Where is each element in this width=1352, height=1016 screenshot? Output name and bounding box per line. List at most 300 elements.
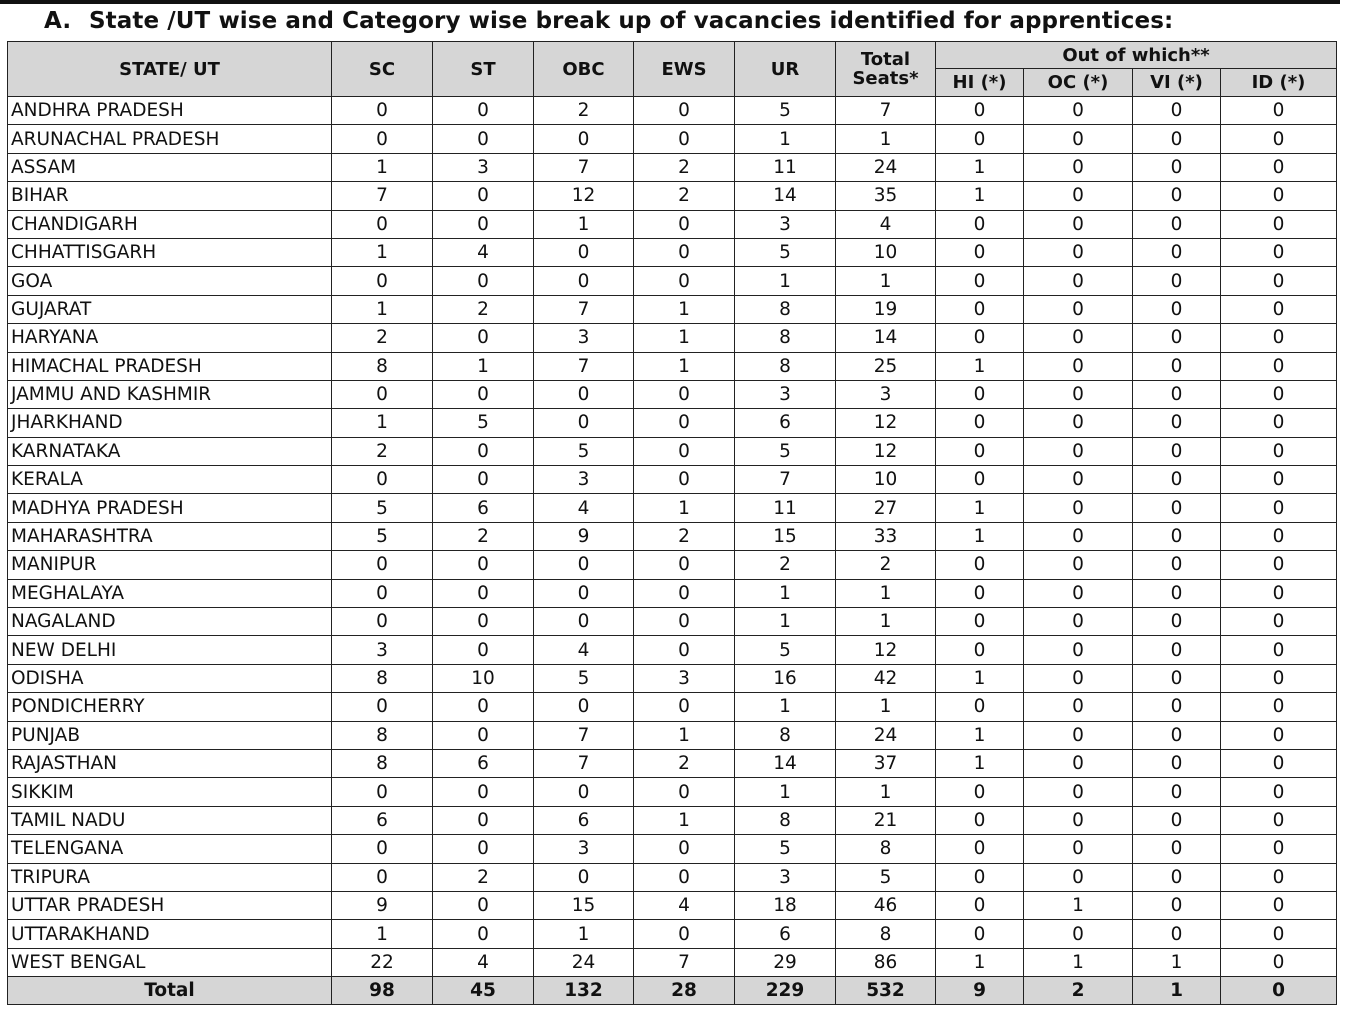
cell-total-seats: 3 (836, 380, 936, 408)
cell-oc: 0 (1024, 721, 1133, 749)
cell-ur: 1 (735, 125, 836, 153)
cell-sc: 8 (332, 749, 433, 777)
cell-st: 0 (433, 466, 534, 494)
cell-sc: 0 (332, 125, 433, 153)
cell-id: 0 (1221, 295, 1337, 323)
cell-oc: 0 (1024, 693, 1133, 721)
cell-st: 6 (433, 494, 534, 522)
cell-sc: 8 (332, 664, 433, 692)
cell-vi: 0 (1133, 721, 1221, 749)
cell-total-seats: 5 (836, 863, 936, 891)
cell-obc: 9 (534, 522, 634, 550)
table-body (8, 97, 1337, 977)
cell-sc: 1 (332, 920, 433, 948)
cell-sc: 1 (332, 238, 433, 266)
cell-ur: 8 (735, 324, 836, 352)
cell-ews: 3 (634, 664, 735, 692)
table-row (8, 437, 1337, 465)
cell-oc: 0 (1024, 409, 1133, 437)
cell-hi: 0 (936, 551, 1024, 579)
cell-state: KERALA (8, 466, 332, 494)
cell-ur: 3 (735, 210, 836, 238)
cell-oc: 0 (1024, 182, 1133, 210)
cell-state: NEW DELHI (8, 636, 332, 664)
cell-oc: 0 (1024, 806, 1133, 834)
cell-id: 0 (1221, 324, 1337, 352)
section-title: State /UT wise and Category wise break up of vacancies identified for apprentices: (89, 8, 1174, 34)
cell-oc: 0 (1024, 466, 1133, 494)
cell-obc: 7 (534, 352, 634, 380)
cell-st: 4 (433, 948, 534, 976)
cell-id: 0 (1221, 608, 1337, 636)
table-header (8, 42, 1337, 97)
cell-st: 0 (433, 125, 534, 153)
cell-ews: 0 (634, 835, 735, 863)
table-row (8, 97, 1337, 125)
cell-sc: 7 (332, 182, 433, 210)
cell-ur: 1 (735, 693, 836, 721)
cell-sc: 2 (332, 324, 433, 352)
cell-ews: 2 (634, 749, 735, 777)
cell-id: 0 (1221, 806, 1337, 834)
cell-ews: 1 (634, 721, 735, 749)
table-row (8, 891, 1337, 919)
cell-sc: 0 (332, 551, 433, 579)
cell-ur: 5 (735, 97, 836, 125)
total-total-seats: 532 (836, 977, 936, 1005)
cell-obc: 0 (534, 409, 634, 437)
cell-st: 0 (433, 437, 534, 465)
cell-obc: 7 (534, 153, 634, 181)
header-ews: EWS (634, 42, 735, 97)
cell-vi: 0 (1133, 409, 1221, 437)
cell-obc: 1 (534, 920, 634, 948)
cell-vi: 0 (1133, 608, 1221, 636)
cell-total-seats: 25 (836, 352, 936, 380)
cell-oc: 0 (1024, 579, 1133, 607)
cell-hi: 0 (936, 437, 1024, 465)
table-row (8, 920, 1337, 948)
cell-st: 0 (433, 267, 534, 295)
cell-state: MADHYA PRADESH (8, 494, 332, 522)
cell-total-seats: 33 (836, 522, 936, 550)
cell-hi: 0 (936, 210, 1024, 238)
cell-id: 0 (1221, 238, 1337, 266)
cell-vi: 0 (1133, 352, 1221, 380)
cell-state: SIKKIM (8, 778, 332, 806)
cell-state: JAMMU AND KASHMIR (8, 380, 332, 408)
cell-sc: 3 (332, 636, 433, 664)
cell-ur: 29 (735, 948, 836, 976)
cell-obc: 24 (534, 948, 634, 976)
cell-ur: 5 (735, 636, 836, 664)
table-row (8, 153, 1337, 181)
cell-vi: 0 (1133, 437, 1221, 465)
cell-state: BIHAR (8, 182, 332, 210)
cell-ur: 14 (735, 182, 836, 210)
cell-hi: 0 (936, 835, 1024, 863)
cell-obc: 4 (534, 494, 634, 522)
cell-hi: 1 (936, 948, 1024, 976)
cell-id: 0 (1221, 948, 1337, 976)
cell-ur: 2 (735, 551, 836, 579)
cell-st: 2 (433, 863, 534, 891)
cell-ur: 1 (735, 267, 836, 295)
cell-oc: 0 (1024, 636, 1133, 664)
cell-sc: 0 (332, 835, 433, 863)
cell-vi: 0 (1133, 664, 1221, 692)
cell-state: NAGALAND (8, 608, 332, 636)
cell-obc: 4 (534, 636, 634, 664)
table-footer (8, 977, 1337, 1005)
cell-sc: 5 (332, 494, 433, 522)
cell-ews: 0 (634, 636, 735, 664)
cell-obc: 0 (534, 579, 634, 607)
cell-total-seats: 46 (836, 891, 936, 919)
cell-hi: 0 (936, 636, 1024, 664)
cell-state: ANDHRA PRADESH (8, 97, 332, 125)
cell-sc: 0 (332, 466, 433, 494)
cell-ur: 11 (735, 494, 836, 522)
cell-id: 0 (1221, 125, 1337, 153)
section-number: A. (44, 8, 72, 34)
header-ur: UR (735, 42, 836, 97)
cell-vi: 0 (1133, 835, 1221, 863)
cell-state: WEST BENGAL (8, 948, 332, 976)
cell-state: TRIPURA (8, 863, 332, 891)
cell-oc: 0 (1024, 551, 1133, 579)
cell-oc: 0 (1024, 352, 1133, 380)
cell-st: 0 (433, 324, 534, 352)
cell-total-seats: 42 (836, 664, 936, 692)
cell-ur: 1 (735, 579, 836, 607)
cell-ews: 2 (634, 522, 735, 550)
cell-hi: 0 (936, 778, 1024, 806)
cell-oc: 0 (1024, 380, 1133, 408)
cell-ur: 8 (735, 352, 836, 380)
cell-id: 0 (1221, 579, 1337, 607)
cell-total-seats: 8 (836, 835, 936, 863)
cell-obc: 5 (534, 664, 634, 692)
cell-id: 0 (1221, 778, 1337, 806)
cell-state: TELENGANA (8, 835, 332, 863)
cell-state: ARUNACHAL PRADESH (8, 125, 332, 153)
cell-hi: 0 (936, 324, 1024, 352)
cell-obc: 0 (534, 863, 634, 891)
cell-ur: 18 (735, 891, 836, 919)
cell-vi: 0 (1133, 636, 1221, 664)
cell-ews: 0 (634, 551, 735, 579)
cell-oc: 0 (1024, 749, 1133, 777)
header-state: STATE/ UT (8, 42, 332, 97)
cell-hi: 1 (936, 182, 1024, 210)
table-row (8, 551, 1337, 579)
cell-total-seats: 2 (836, 551, 936, 579)
cell-state: MANIPUR (8, 551, 332, 579)
cell-total-seats: 12 (836, 437, 936, 465)
cell-obc: 0 (534, 125, 634, 153)
cell-state: MAHARASHTRA (8, 522, 332, 550)
table-row (8, 267, 1337, 295)
table-row (8, 324, 1337, 352)
cell-ews: 0 (634, 863, 735, 891)
cell-ur: 1 (735, 608, 836, 636)
cell-oc: 1 (1024, 891, 1133, 919)
cell-ur: 8 (735, 806, 836, 834)
cell-obc: 7 (534, 295, 634, 323)
cell-oc: 0 (1024, 835, 1133, 863)
cell-ews: 0 (634, 693, 735, 721)
cell-oc: 0 (1024, 920, 1133, 948)
cell-sc: 1 (332, 153, 433, 181)
cell-st: 0 (433, 551, 534, 579)
cell-ur: 8 (735, 295, 836, 323)
cell-sc: 9 (332, 891, 433, 919)
cell-vi: 0 (1133, 210, 1221, 238)
cell-hi: 0 (936, 295, 1024, 323)
header-oc: OC (*) (1024, 69, 1133, 97)
cell-ur: 16 (735, 664, 836, 692)
cell-id: 0 (1221, 409, 1337, 437)
cell-hi: 1 (936, 352, 1024, 380)
table-row (8, 466, 1337, 494)
cell-obc: 3 (534, 835, 634, 863)
cell-id: 0 (1221, 153, 1337, 181)
table-row (8, 238, 1337, 266)
cell-obc: 5 (534, 437, 634, 465)
cell-vi: 1 (1133, 948, 1221, 976)
cell-hi: 1 (936, 153, 1024, 181)
table-row (8, 210, 1337, 238)
cell-sc: 22 (332, 948, 433, 976)
cell-hi: 0 (936, 863, 1024, 891)
cell-st: 1 (433, 352, 534, 380)
table-row (8, 948, 1337, 976)
cell-obc: 6 (534, 806, 634, 834)
cell-obc: 2 (534, 97, 634, 125)
cell-hi: 0 (936, 920, 1024, 948)
cell-oc: 0 (1024, 295, 1133, 323)
cell-sc: 8 (332, 352, 433, 380)
table-row (8, 522, 1337, 550)
cell-vi: 0 (1133, 806, 1221, 834)
cell-hi: 0 (936, 238, 1024, 266)
cell-oc: 0 (1024, 494, 1133, 522)
table-row (8, 125, 1337, 153)
table-row (8, 409, 1337, 437)
total-id: 0 (1221, 977, 1337, 1005)
cell-hi: 0 (936, 409, 1024, 437)
cell-id: 0 (1221, 693, 1337, 721)
cell-obc: 0 (534, 267, 634, 295)
cell-st: 4 (433, 238, 534, 266)
cell-oc: 0 (1024, 238, 1133, 266)
header-st: ST (433, 42, 534, 97)
cell-ews: 2 (634, 182, 735, 210)
cell-obc: 7 (534, 721, 634, 749)
table-row (8, 494, 1337, 522)
cell-vi: 0 (1133, 97, 1221, 125)
table-row (8, 863, 1337, 891)
cell-hi: 1 (936, 494, 1024, 522)
cell-state: JHARKHAND (8, 409, 332, 437)
cell-state: CHANDIGARH (8, 210, 332, 238)
cell-state: HIMACHAL PRADESH (8, 352, 332, 380)
cell-vi: 0 (1133, 693, 1221, 721)
cell-state: PUNJAB (8, 721, 332, 749)
cell-oc: 0 (1024, 153, 1133, 181)
cell-hi: 0 (936, 267, 1024, 295)
cell-sc: 5 (332, 522, 433, 550)
total-ur: 229 (735, 977, 836, 1005)
cell-total-seats: 8 (836, 920, 936, 948)
cell-oc: 0 (1024, 97, 1133, 125)
cell-st: 5 (433, 409, 534, 437)
cell-oc: 0 (1024, 778, 1133, 806)
cell-id: 0 (1221, 835, 1337, 863)
total-ews: 28 (634, 977, 735, 1005)
cell-oc: 0 (1024, 267, 1133, 295)
cell-total-seats: 12 (836, 636, 936, 664)
header-hi: HI (*) (936, 69, 1024, 97)
cell-st: 0 (433, 608, 534, 636)
cell-st: 0 (433, 380, 534, 408)
cell-hi: 0 (936, 97, 1024, 125)
cell-ur: 5 (735, 835, 836, 863)
cell-obc: 3 (534, 324, 634, 352)
cell-vi: 0 (1133, 153, 1221, 181)
cell-id: 0 (1221, 494, 1337, 522)
cell-vi: 0 (1133, 380, 1221, 408)
cell-state: GOA (8, 267, 332, 295)
cell-sc: 1 (332, 409, 433, 437)
cell-id: 0 (1221, 551, 1337, 579)
cell-hi: 1 (936, 522, 1024, 550)
cell-id: 0 (1221, 97, 1337, 125)
cell-st: 3 (433, 153, 534, 181)
cell-st: 6 (433, 749, 534, 777)
cell-id: 0 (1221, 891, 1337, 919)
cell-obc: 0 (534, 693, 634, 721)
cell-st: 2 (433, 522, 534, 550)
cell-st: 0 (433, 920, 534, 948)
cell-ews: 1 (634, 324, 735, 352)
cell-oc: 0 (1024, 437, 1133, 465)
cell-oc: 0 (1024, 324, 1133, 352)
cell-ews: 0 (634, 608, 735, 636)
header-total-line2: Seats* (852, 68, 919, 89)
cell-oc: 0 (1024, 125, 1133, 153)
cell-st: 0 (433, 721, 534, 749)
cell-id: 0 (1221, 863, 1337, 891)
cell-total-seats: 27 (836, 494, 936, 522)
cell-hi: 0 (936, 579, 1024, 607)
cell-id: 0 (1221, 210, 1337, 238)
cell-vi: 0 (1133, 267, 1221, 295)
cell-ur: 3 (735, 380, 836, 408)
cell-ews: 0 (634, 466, 735, 494)
cell-st: 0 (433, 579, 534, 607)
cell-state: UTTARAKHAND (8, 920, 332, 948)
cell-vi: 0 (1133, 579, 1221, 607)
cell-sc: 0 (332, 863, 433, 891)
cell-hi: 0 (936, 125, 1024, 153)
cell-vi: 0 (1133, 920, 1221, 948)
cell-id: 0 (1221, 749, 1337, 777)
cell-ur: 3 (735, 863, 836, 891)
cell-obc: 3 (534, 466, 634, 494)
cell-ews: 0 (634, 97, 735, 125)
cell-hi: 0 (936, 466, 1024, 494)
table-row (8, 778, 1337, 806)
cell-state: UTTAR PRADESH (8, 891, 332, 919)
cell-total-seats: 35 (836, 182, 936, 210)
cell-obc: 0 (534, 778, 634, 806)
cell-obc: 0 (534, 380, 634, 408)
cell-total-seats: 21 (836, 806, 936, 834)
cell-ews: 2 (634, 153, 735, 181)
cell-ews: 1 (634, 295, 735, 323)
cell-hi: 0 (936, 608, 1024, 636)
total-sc: 98 (332, 977, 433, 1005)
total-oc: 2 (1024, 977, 1133, 1005)
cell-state: CHHATTISGARH (8, 238, 332, 266)
cell-ews: 0 (634, 409, 735, 437)
cell-ews: 0 (634, 210, 735, 238)
cell-id: 0 (1221, 352, 1337, 380)
cell-ews: 1 (634, 494, 735, 522)
cell-id: 0 (1221, 721, 1337, 749)
cell-oc: 0 (1024, 863, 1133, 891)
cell-ur: 7 (735, 466, 836, 494)
cell-state: GUJARAT (8, 295, 332, 323)
cell-vi: 0 (1133, 295, 1221, 323)
table-row (8, 806, 1337, 834)
cell-vi: 0 (1133, 863, 1221, 891)
cell-obc: 0 (534, 608, 634, 636)
cell-state: KARNATAKA (8, 437, 332, 465)
cell-total-seats: 4 (836, 210, 936, 238)
total-hi: 9 (936, 977, 1024, 1005)
cell-vi: 0 (1133, 125, 1221, 153)
cell-ews: 0 (634, 579, 735, 607)
cell-total-seats: 10 (836, 238, 936, 266)
cell-ur: 6 (735, 409, 836, 437)
cell-oc: 0 (1024, 522, 1133, 550)
cell-state: RAJASTHAN (8, 749, 332, 777)
header-out-of-which: Out of which** (936, 42, 1337, 69)
table-row (8, 664, 1337, 692)
cell-vi: 0 (1133, 238, 1221, 266)
cell-total-seats: 1 (836, 579, 936, 607)
header-sc: SC (332, 42, 433, 97)
top-rule (0, 0, 1340, 4)
total-label: Total (8, 977, 332, 1005)
cell-total-seats: 12 (836, 409, 936, 437)
cell-obc: 0 (534, 551, 634, 579)
total-vi: 1 (1133, 977, 1221, 1005)
cell-total-seats: 1 (836, 267, 936, 295)
cell-state: HARYANA (8, 324, 332, 352)
cell-ews: 0 (634, 437, 735, 465)
cell-vi: 0 (1133, 466, 1221, 494)
cell-id: 0 (1221, 920, 1337, 948)
cell-state: MEGHALAYA (8, 579, 332, 607)
cell-vi: 0 (1133, 324, 1221, 352)
cell-st: 0 (433, 891, 534, 919)
cell-total-seats: 10 (836, 466, 936, 494)
header-total-seats (836, 42, 936, 97)
